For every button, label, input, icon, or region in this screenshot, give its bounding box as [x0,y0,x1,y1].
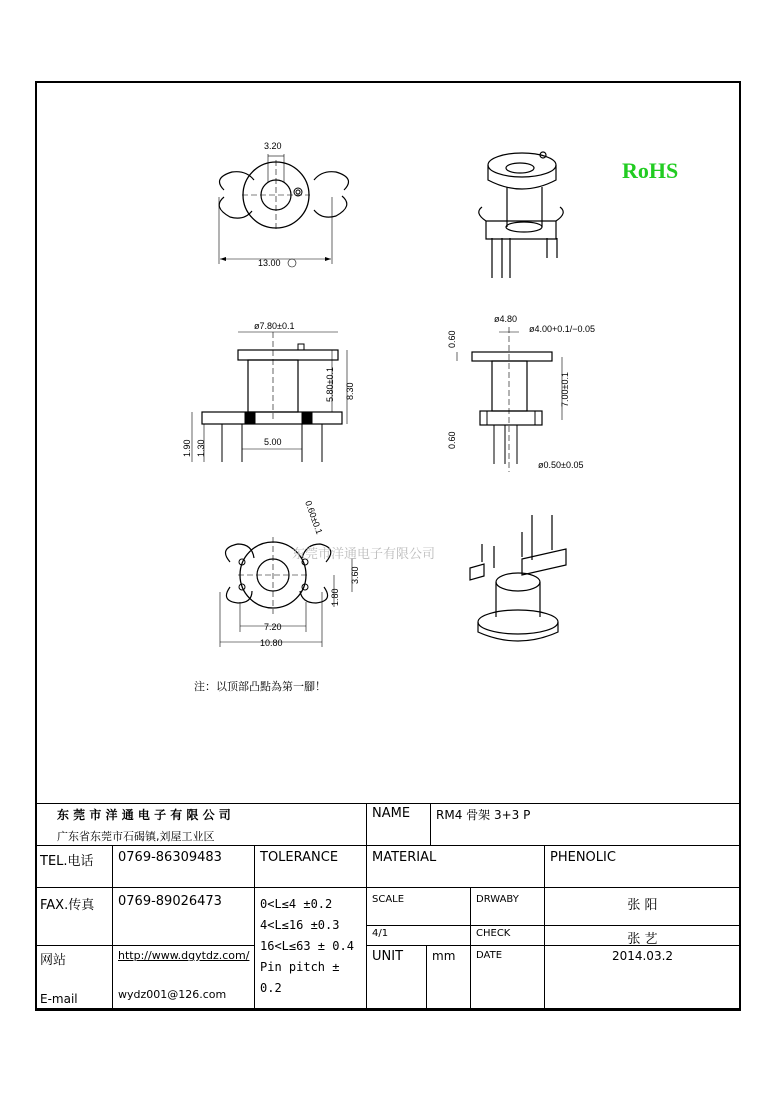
check-label: CHECK [471,926,545,946]
website-link[interactable]: http://www.dgytdz.com/ [118,949,250,962]
dim-3-20: 3.20 [264,141,282,151]
title-block [35,803,741,1011]
dim-0-60-pin: 0.60±0.1 [303,499,325,536]
web-email-labels [35,946,113,1011]
dim-3-60: 3.60 [350,566,360,584]
scale-label: SCALE [367,888,471,926]
dim-4-00: ø4.00+0.1/−0.05 [529,324,596,334]
date-value: 2014.03.2 [545,946,741,1011]
dim-7-20: 7.20 [264,622,282,632]
dim-8-30: 8.30 [345,382,355,400]
technical-drawing [37,83,739,803]
dim-13-00: 13.00 [258,258,281,268]
tolerance-values [255,888,367,1011]
dim-7-00: 7.00±0.1 [560,372,570,407]
unit-value: mm [427,946,471,1011]
company-address: 广东省东莞市石碣镇,刘屋工业区 [57,830,215,843]
fax-value: 0769-89026473 [113,888,255,946]
tel-value: 0769-86309483 [113,846,255,888]
fax-label: FAX.传真 [35,888,113,946]
email-label: E-mail [40,992,78,1006]
tolerance-row-1: 0<L≤4 ±0.2 [260,897,333,911]
side-view [447,314,595,472]
name-value: RM4 骨架 3+3 P [431,804,741,846]
material-label: MATERIAL [367,846,545,888]
dim-4-80: ø4.80 [494,314,518,324]
unit-label: UNIT [367,946,427,1011]
iso-view-top [479,152,563,278]
drawby-value: 张 阳 [545,888,741,926]
dim-7-80: ø7.80±0.1 [254,321,295,331]
tolerance-row-2: 4<L≤16 ±0.3 [260,918,340,932]
tolerance-row-3: 16<L≤63 ± 0.4 [260,939,354,953]
dim-5-80: 5.80±0.1 [325,367,335,402]
drawby-label: DRWABY [471,888,545,926]
name-label: NAME [367,804,431,846]
watermark: 东莞市洋通电子有限公司 [292,547,436,562]
tolerance-row-4: Pin pitch ± 0.2 [260,960,340,995]
dim-0-60-top: 0.60 [447,330,457,348]
dim-0-60-bottom: 0.60 [447,431,457,449]
tel-label: TEL.电话 [35,846,113,888]
top-view [219,141,349,268]
web-email-values [113,946,255,1011]
company-cell [35,804,367,846]
dim-1-90: 1.90 [182,439,192,457]
note-first-pin: 注：以顶部凸點為第一腳！ [194,680,326,693]
dim-0-50: ø0.50±0.05 [538,460,584,470]
dim-1-80: 1.80 [330,588,340,606]
material-value: PHENOLIC [545,846,741,888]
date-label: DATE [471,946,545,1011]
dim-1-30: 1.30 [196,439,206,457]
tolerance-label: TOLERANCE [255,846,367,888]
company-name: 东 莞 市 洋 通 电 子 有 限 公 司 [57,808,231,822]
dim-5-00: 5.00 [264,437,282,447]
check-value: 张 艺 [545,926,741,946]
scale-value: 4/1 [367,926,471,946]
rohs-mark: RoHS [622,158,679,183]
front-view [182,321,355,462]
dim-10-80: 10.80 [260,638,283,648]
bottom-view [220,499,360,648]
iso-view-bottom [470,515,566,641]
email-value: wydz001@126.com [118,988,227,1001]
web-label: 网站 [40,953,67,968]
